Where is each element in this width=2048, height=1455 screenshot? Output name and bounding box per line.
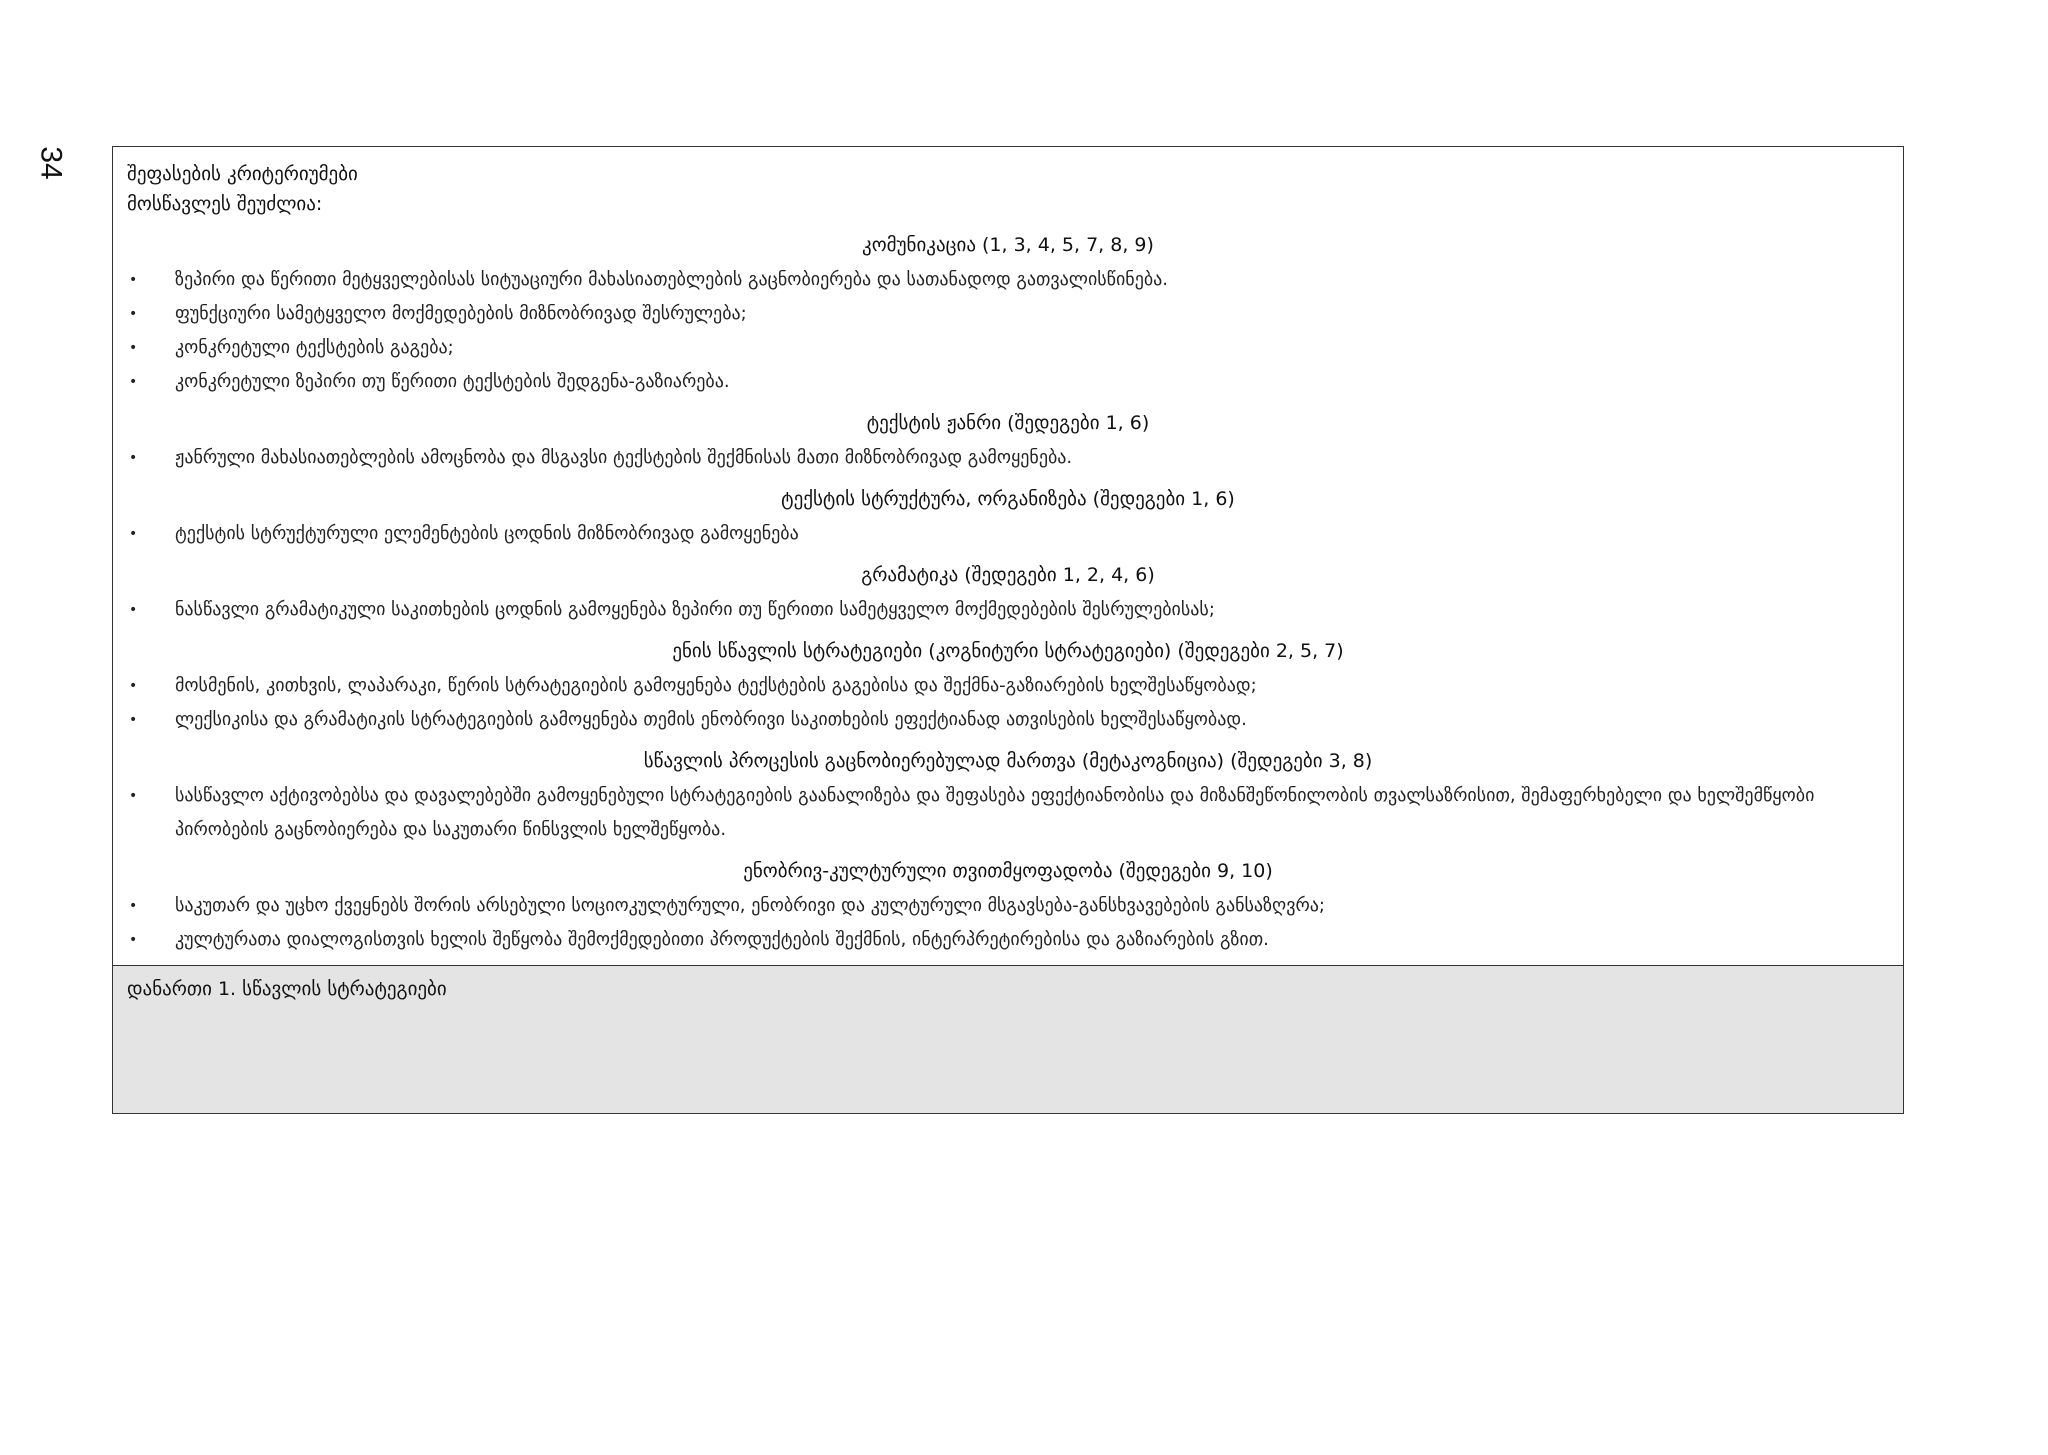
section-title: გრამატიკა (შედეგები 1, 2, 4, 6) xyxy=(861,564,1155,586)
section-genre xyxy=(127,409,1889,475)
annex-cell xyxy=(113,965,1903,1113)
section-strategies xyxy=(127,637,1889,737)
list-item: • ზეპირი და წერითი მეტყველებისას სიტუაციური მახასიათებლების გაცნობიერება და სათანადოდ გათვალისწინება. xyxy=(127,263,1889,297)
list-item: • კონკრეტული ტექსტების გაგება; xyxy=(127,331,1889,365)
list-item: • კულტურათა დიალოგისთვის ხელის შეწყობა შემოქმედებითი პროდუქტების შექმნის, ინტერპრეტირებისა და გაზიარების გზით. xyxy=(127,923,1889,957)
list-item: • ფუნქციური სამეტყველო მოქმედებების მიზნობრივად შესრულება; xyxy=(127,297,1889,331)
section-communication xyxy=(127,231,1889,399)
page-number: 34 xyxy=(34,146,68,180)
bullet-list xyxy=(127,517,1889,551)
section-identity xyxy=(127,857,1889,957)
section-title: კომუნიკაცია (1, 3, 4, 5, 7, 8, 9) xyxy=(862,234,1154,256)
section-structure xyxy=(127,485,1889,551)
bullet-list xyxy=(127,669,1889,737)
list-item: • საკუთარ და უცხო ქვეყნებს შორის არსებული სოციოკულტურული, ენობრივი და კულტურული მსგავსება-განსხვავებების განსაზღვრა; xyxy=(127,889,1889,923)
bullet-list xyxy=(127,593,1889,627)
criteria-heading: შეფასების კრიტერიუმები xyxy=(127,163,358,185)
list-item: • კონკრეტული ზეპირი თუ წერითი ტექსტების შედგენა-გაზიარება. xyxy=(127,365,1889,399)
section-grammar xyxy=(127,561,1889,627)
list-item: • ტექსტის სტრუქტურული ელემენტების ცოდნის მიზნობრივად გამოყენება xyxy=(127,517,1889,551)
criteria-cell xyxy=(113,147,1903,965)
section-title: ტექსტის სტრუქტურა, ორგანიზება (შედეგები 1, 6) xyxy=(781,488,1235,510)
section-title: ენის სწავლის სტრატეგიები (კოგნიტური სტრატეგიები) (შედეგები 2, 5, 7) xyxy=(672,640,1344,662)
bullet-list xyxy=(127,441,1889,475)
bullet-list xyxy=(127,263,1889,399)
criteria-table xyxy=(112,146,1904,1114)
list-item: • მოსმენის, კითხვის, ლაპარაკი, წერის სტრატეგიების გამოყენება ტექსტების გაგებისა და შექმნა-გაზიარების ხელშესაწყობად; xyxy=(127,669,1889,703)
section-title: ტექსტის ჟანრი (შედეგები 1, 6) xyxy=(866,412,1150,434)
list-item: • ჟანრული მახასიათებლების ამოცნობა და მსგავსი ტექსტების შექმნისას მათი მიზნობრივად გამოყენება. xyxy=(127,441,1889,475)
bullet-list xyxy=(127,889,1889,957)
list-item: • სასწავლო აქტივობებსა და დავალებებში გამოყენებული სტრატეგიების გაანალიზება და შეფასება ეფექტიანობისა და მიზანშეწონილობის თვალსაზრისით, შემაფერხებელი და ხელშემწყობი პირობების გაცნობიერება და საკუთარი წინსვლის ხელშეწყობა. xyxy=(127,779,1889,847)
section-title: სწავლის პროცესის გაცნობიერებულად მართვა (მეტაკოგნიცია) (შედეგები 3, 8) xyxy=(643,750,1373,772)
annex-title: დანართი 1. სწავლის სტრატეგიები xyxy=(127,978,447,1000)
list-item: • ლექსიკისა და გრამატიკის სტრატეგიების გამოყენება თემის ენობრივი საკითხების ეფექტიანად ათვისების ხელშესაწყობად. xyxy=(127,703,1889,737)
bullet-list xyxy=(127,779,1889,847)
section-metacognition xyxy=(127,747,1889,847)
section-title: ენობრივ-კულტურული თვითმყოფადობა (შედეგები 9, 10) xyxy=(743,860,1273,882)
list-item: • ნასწავლი გრამატიკული საკითხების ცოდნის გამოყენება ზეპირი თუ წერითი სამეტყველო მოქმედებების შესრულებისას; xyxy=(127,593,1889,627)
criteria-subheading: მოსწავლეს შეუძლია: xyxy=(127,193,323,215)
